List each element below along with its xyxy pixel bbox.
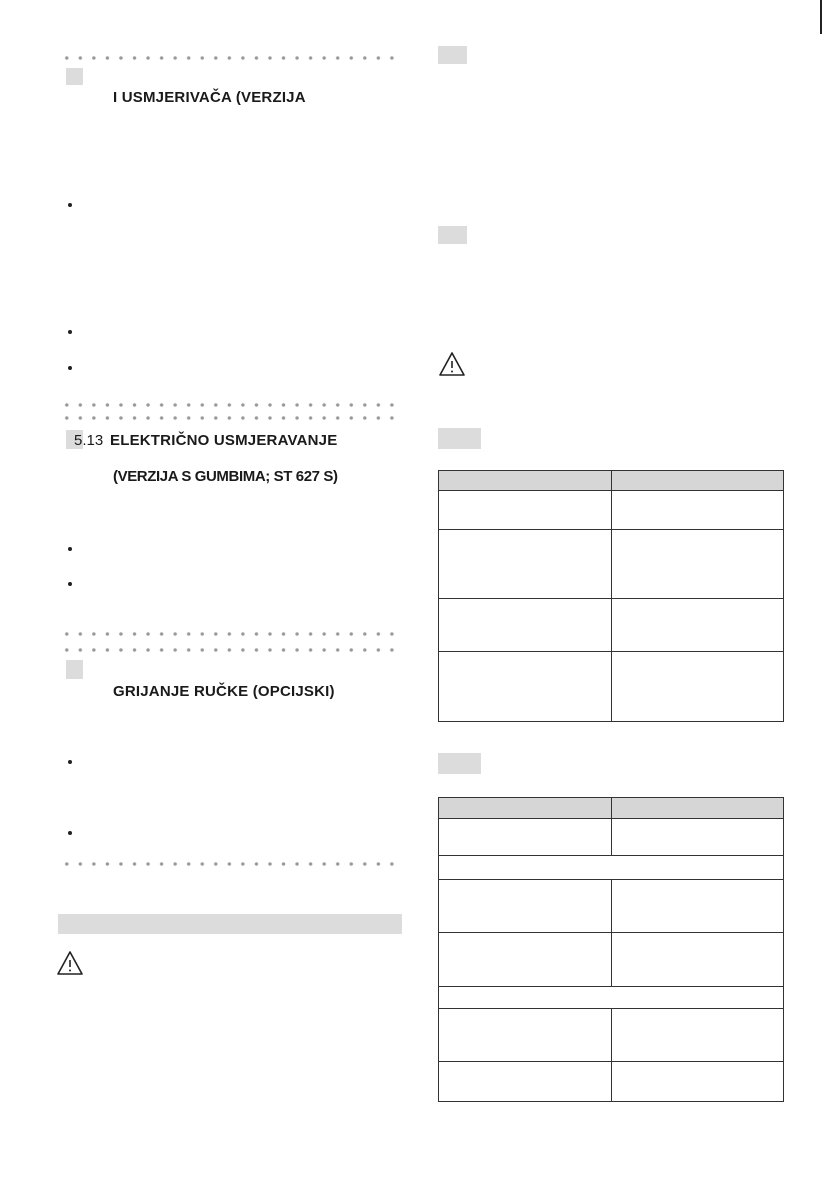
dotted-separator (60, 632, 400, 636)
section-heading-usmjerivaca: I USMJERIVAČA (VERZIJA (113, 89, 306, 106)
section-number-box (66, 660, 83, 679)
bullet (68, 330, 72, 334)
table-column-divider (611, 470, 612, 721)
dotted-separator (60, 648, 400, 652)
table-row-divider (439, 529, 783, 530)
table-row-divider (439, 932, 783, 933)
section-heading-elektricno-usmjeravanje: ELEKTRIČNO USMJERAVANJE (110, 432, 338, 449)
table-column-divider (611, 797, 612, 855)
section-heading-verzija-s-gumbima: (VERZIJA S GUMBIMA; ST 627 S) (113, 468, 338, 485)
dotted-separator (60, 56, 400, 60)
bullet (68, 760, 72, 764)
table-row-divider (439, 986, 783, 987)
bullet (68, 366, 72, 370)
dotted-separator (60, 403, 400, 407)
section-number-box (438, 226, 467, 244)
table-row-divider (439, 1061, 783, 1062)
bullet (68, 203, 72, 207)
spec-table (438, 797, 784, 1102)
section-number: 5.13 (74, 432, 104, 449)
table-column-divider (611, 1008, 612, 1101)
section-heading-grijanje-rucke: GRIJANJE RUČKE (OPCIJSKI) (113, 683, 335, 700)
section-number-box (438, 753, 481, 774)
dotted-separator (60, 416, 400, 420)
dotted-separator (60, 862, 400, 866)
bullet (68, 547, 72, 551)
section-title-bar (58, 914, 402, 934)
warning-triangle-icon (438, 351, 466, 377)
crop-mark (820, 0, 822, 34)
warning-triangle-icon (56, 950, 84, 976)
bullet (68, 582, 72, 586)
section-number-box (66, 68, 83, 85)
section-number-box (438, 46, 467, 64)
table-row-divider (439, 598, 783, 599)
spec-table (438, 470, 784, 722)
bullet (68, 831, 72, 835)
table-row-divider (439, 855, 783, 856)
table-row-divider (439, 651, 783, 652)
section-number-box (438, 428, 481, 449)
